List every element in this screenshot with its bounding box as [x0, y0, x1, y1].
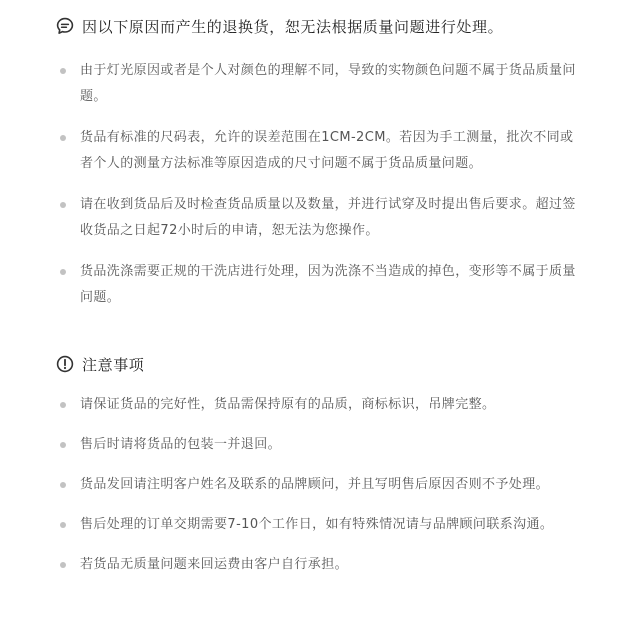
list-item: 若货品无质量问题来回运费由客户自行承担。: [80, 552, 585, 578]
list-item: 请在收到货品后及时检查货品质量以及数量，并进行试穿及时提出售后要求。超过签收货品之日起72小时后的申请，恕无法为您操作。: [80, 192, 585, 244]
chat-bubble-icon: [56, 17, 74, 35]
list-item: 售后时请将货品的包装一并退回。: [80, 432, 585, 458]
notes-title: 注意事项: [82, 355, 145, 374]
return-refusal-list: [0, 58, 637, 311]
notes-section: [0, 352, 637, 592]
list-item: 售后处理的订单交期需要7-10个工作日，如有特殊情况请与品牌顾问联系沟通。: [80, 512, 585, 538]
list-item: 请保证货品的完好性，货品需保持原有的品质，商标标识，吊牌完整。: [80, 392, 585, 418]
notes-list: [0, 392, 637, 578]
list-item: 货品有标准的尺码表，允许的误差范围在1CM-2CM。若因为手工测量，批次不同或者个人的测量方法标准等原因造成的尺寸问题不属于货品质量问题。: [80, 125, 585, 177]
return-refusal-heading: [56, 14, 637, 38]
list-item: 由于灯光原因或者是个人对颜色的理解不同，导致的实物颜色问题不属于货品质量问题。: [80, 58, 585, 110]
list-item: 货品发回请注明客户姓名及联系的品牌顾问，并且写明售后原因否则不予处理。: [80, 472, 585, 498]
return-refusal-section: [0, 14, 637, 326]
list-item: 货品洗涤需要正规的干洗店进行处理，因为洗涤不当造成的掉色，变形等不属于质量问题。: [80, 259, 585, 311]
return-refusal-title: 因以下原因而产生的退换货，恕无法根据质量问题进行处理。: [82, 17, 504, 36]
exclamation-circle-icon: [56, 355, 74, 373]
notes-heading: [56, 352, 637, 376]
